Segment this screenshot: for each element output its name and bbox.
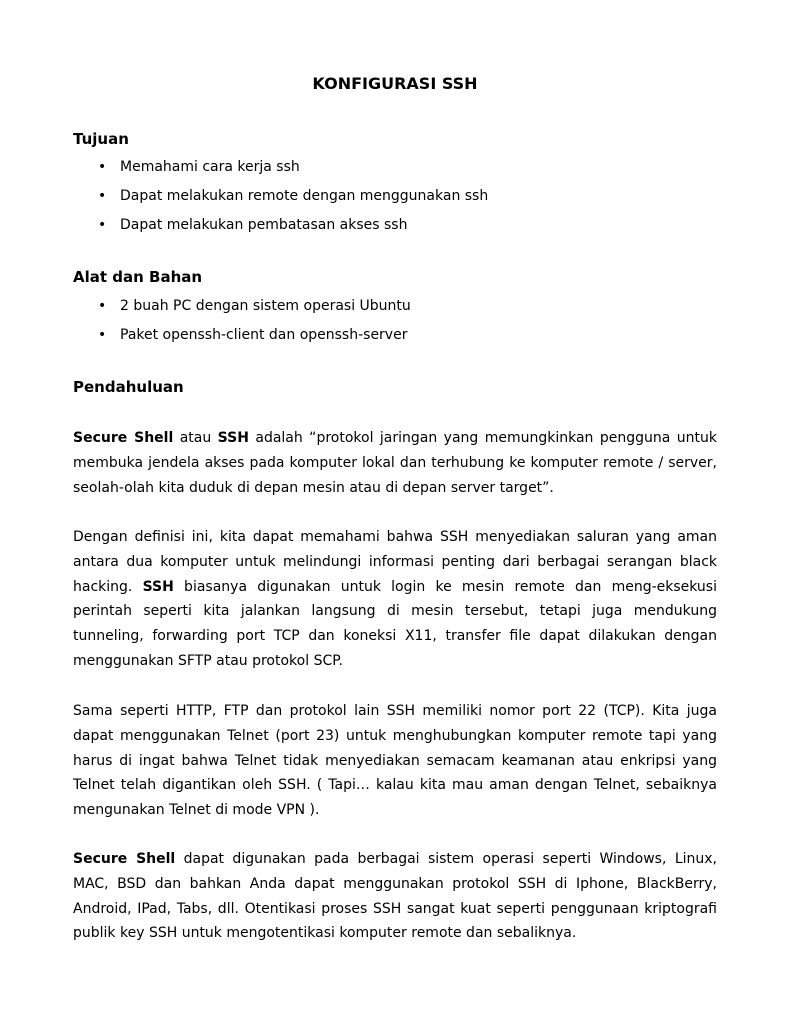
paragraph-text: Sama seperti HTTP, FTP dan protokol lain SSH memiliki nomor port 22 (TCP). Kita juga dapat menggunakan Telnet (port 23) untuk menghubungkan komputer remote tapi yang harus di ingat bahwa Telnet tidak menyediakan semacam keamanan atau enkripsi yang Telnet telah digantikan oleh SSH. ( Tapi… kalau kita mau aman dengan Telnet, sebaiknya mengunakan Telnet di mode VPN ).	[73, 703, 717, 819]
paragraph-text: Dengan definisi ini, kita dapat memahami bahwa SSH menyediakan saluran yang aman antara dua komputer untuk melindungi informasi penting dari berbagai serangan black hacking.	[73, 529, 717, 595]
paragraph-2	[73, 525, 717, 674]
paragraph-text: biasanya digunakan untuk login ke mesin remote dan meng-eksekusi perintah seperti kita jalankan langsung di mesin tersebut, tetapi juga mendukung tunneling, forwarding port TCP dan koneksi X11, transfer file dapat dilakukan dengan menggunakan SFTP atau protokol SCP.	[73, 578, 717, 669]
bold-term: Secure Shell	[73, 430, 174, 446]
bullet-icon: •	[98, 327, 107, 343]
list-item-text: Dapat melakukan pembatasan akses ssh	[120, 217, 408, 233]
list-item-text: Paket openssh-client dan openssh-server	[120, 327, 408, 343]
section-heading-tujuan: Tujuan	[73, 130, 129, 148]
list-item	[73, 297, 717, 326]
list-item	[73, 158, 717, 187]
document-title: KONFIGURASI SSH	[312, 74, 478, 93]
alat-bahan-list	[73, 297, 717, 355]
paragraph-text: dapat digunakan pada berbagai sistem operasi seperti Windows, Linux, MAC, BSD dan bahkan Anda dapat menggunakan protokol SSH di Iphone, BlackBerry, Android, IPad, Tabs, dll. Otentikasi proses SSH sangat kuat seperti penggunaan kriptografi publik key SSH untuk mengotentikasi komputer remote dan sebaliknya.	[73, 851, 717, 942]
paragraph-4	[73, 847, 717, 946]
paragraph-text: atau	[173, 430, 218, 446]
paragraph-text: adalah “protokol jaringan yang memungkinkan pengguna untuk membuka jendela akses pada komputer lokal dan terhubung ke komputer remote / server, seolah-olah kita duduk di depan mesin atau di depan server target”.	[73, 430, 717, 496]
bullet-icon: •	[98, 159, 107, 175]
list-item-text: Dapat melakukan remote dengan menggunakan ssh	[120, 188, 489, 204]
bullet-icon: •	[98, 188, 107, 204]
section-heading-alat-bahan: Alat dan Bahan	[73, 268, 203, 286]
list-item-text: Memahami cara kerja ssh	[120, 159, 300, 175]
list-item	[73, 216, 717, 245]
paragraph-3	[73, 699, 717, 823]
list-item	[73, 326, 717, 355]
bold-term: SSH	[142, 578, 174, 595]
paragraph-1	[73, 426, 717, 500]
bold-term: SSH	[217, 430, 249, 446]
list-item-text: 2 buah PC dengan sistem operasi Ubuntu	[120, 298, 411, 314]
tujuan-list	[73, 158, 717, 245]
section-heading-pendahuluan: Pendahuluan	[73, 378, 184, 396]
bold-term: Secure Shell	[73, 851, 176, 867]
list-item	[73, 187, 717, 216]
bullet-icon: •	[98, 298, 107, 314]
bullet-icon: •	[98, 217, 107, 233]
